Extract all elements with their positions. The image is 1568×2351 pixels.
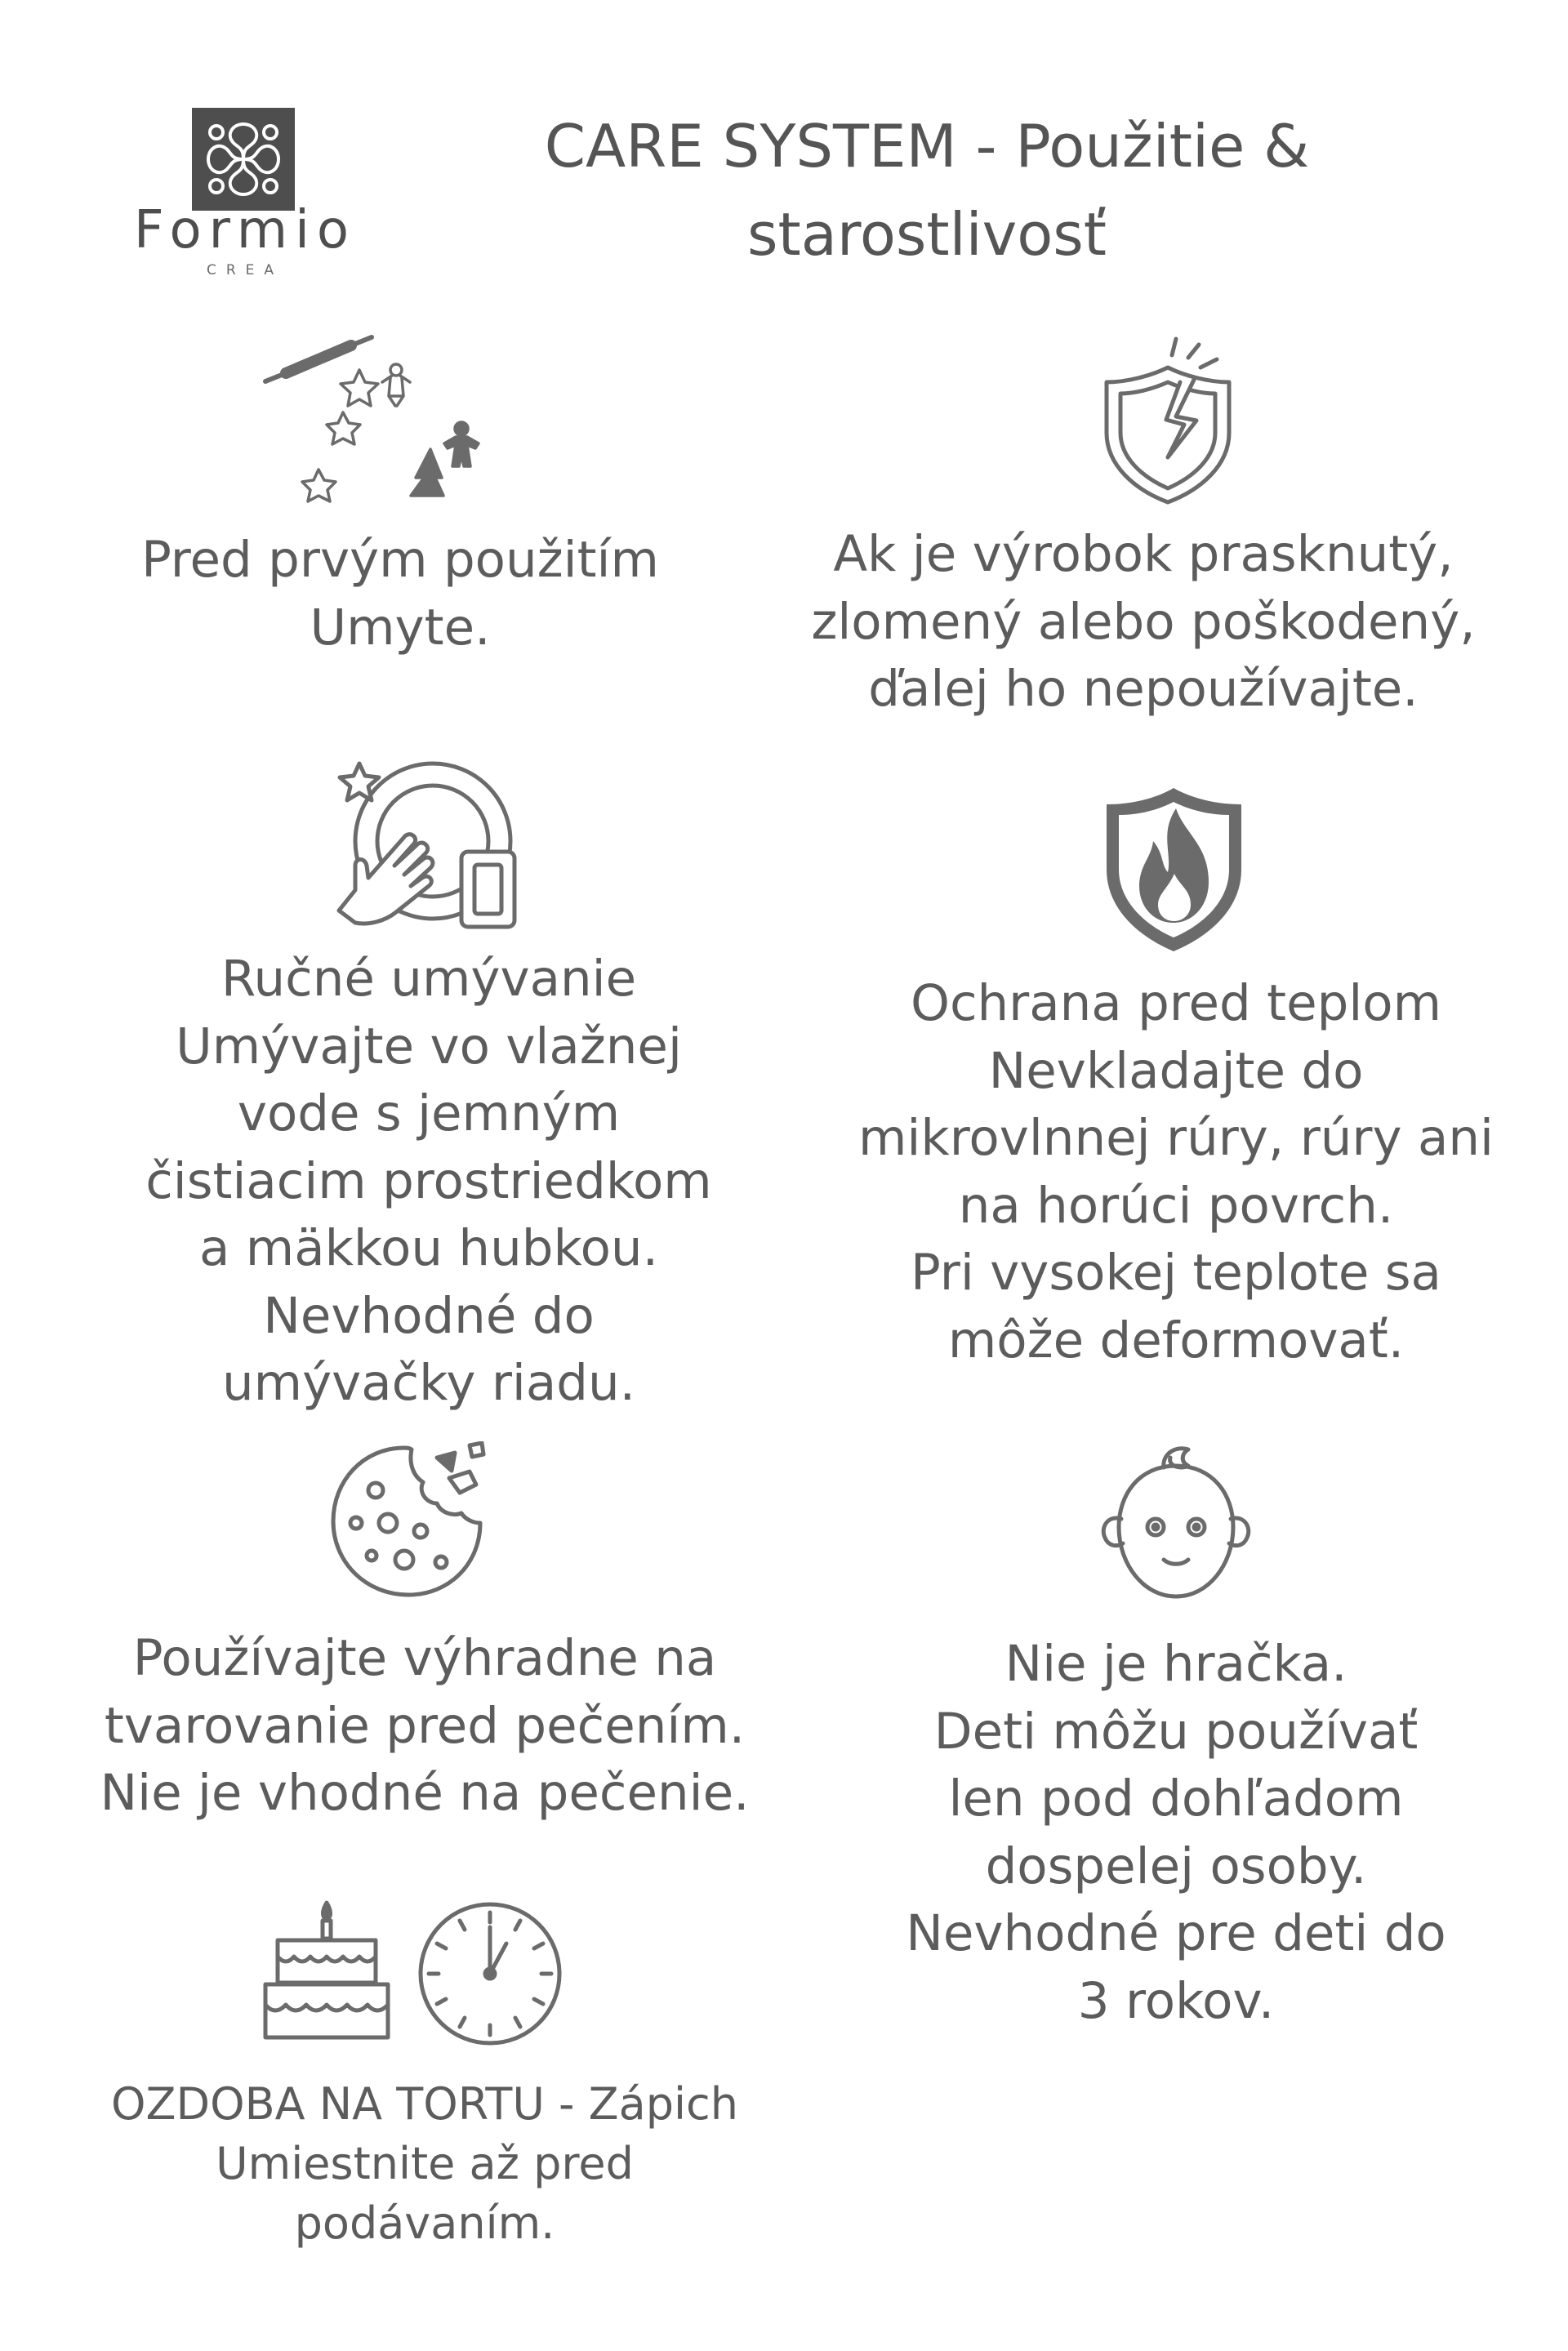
brand-logo-mark-icon bbox=[192, 108, 295, 211]
cake-and-clock-icon bbox=[261, 1895, 564, 2046]
cookie-icon bbox=[327, 1441, 498, 1601]
baby-face-icon bbox=[1090, 1441, 1262, 1613]
fire-shield-icon bbox=[1102, 784, 1245, 955]
care-item-heat: Ochrana pred teplom Nevkladajte do mikrovlnnej rúry, rúry ani na horúci povrch. Pri vysokej teplote sa môže deformovať. bbox=[858, 974, 1494, 1369]
care-item-shaping: Používajte výhradne na tvarovanie pred pečením. Nie je vhodné na pečenie. bbox=[100, 1629, 750, 1822]
brand-subtitle: CREA bbox=[206, 262, 284, 278]
care-item-cake-topper: OZDOBA NA TORTU - Zápich Umiestnite až pred podávaním. bbox=[111, 2078, 738, 2249]
broken-shield-icon bbox=[1094, 335, 1241, 506]
care-item-not-a-toy: Nie je hračka. Deti môžu používať len pod dohľadom dospelej osoby. Nevhodné pre deti do 3 rokov. bbox=[906, 1635, 1446, 2030]
brand-name: Formio bbox=[133, 200, 357, 260]
clock-icon bbox=[421, 1904, 559, 2043]
care-item-first-use: Pred prvým použitím Umyte. bbox=[141, 531, 659, 657]
care-item-damaged: Ak je výrobok prasknutý, zlomený alebo poškodený, ďalej ho nepoužívajte. bbox=[811, 525, 1476, 718]
hand-washing-dish-icon bbox=[331, 755, 527, 931]
cake-icon bbox=[265, 1903, 388, 2037]
brand-logo bbox=[131, 108, 359, 279]
page-title: CARE SYSTEM - Použitie & starostlivosť bbox=[544, 112, 1310, 269]
care-item-hand-wash: Ručné umývanie Umývajte vo vlažnej vode s jemným čistiacim prostriedkom a mäkkou hubkou. Nevhodné do umývačky riadu. bbox=[145, 950, 712, 1412]
rolling-pin-cookie-cutters-icon bbox=[261, 331, 490, 514]
